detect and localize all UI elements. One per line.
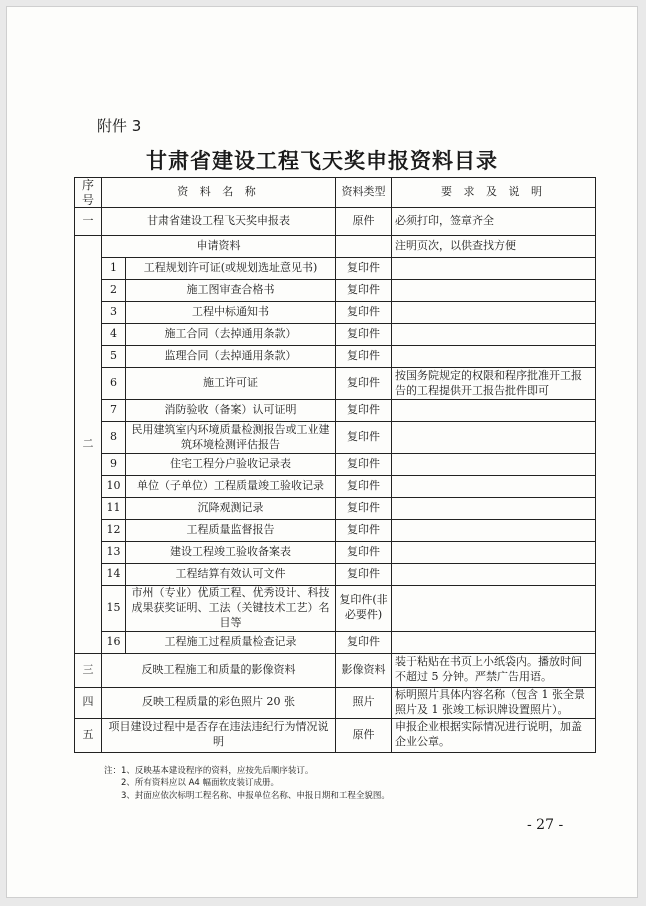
document-page [6, 6, 638, 898]
item-req [392, 280, 596, 302]
header-type: 资料类型 [336, 178, 392, 208]
item-name: 监理合同（去掉通用条款） [126, 346, 336, 368]
table-row-section-1 [75, 208, 596, 236]
item-req [392, 400, 596, 422]
item-type: 复印件 [336, 280, 392, 302]
item-req [392, 324, 596, 346]
item-type: 复印件 [336, 476, 392, 498]
item-no: 14 [102, 564, 126, 586]
item-name: 施工合同（去掉通用条款） [126, 324, 336, 346]
item-name: 工程结算有效认可文件 [126, 564, 336, 586]
note-line: 2、所有资料应以 A4 幅面软皮装订成册。 [104, 778, 280, 789]
item-no: 8 [102, 422, 126, 454]
item-name: 单位（子单位）工程质量竣工验收记录 [126, 476, 336, 498]
item-type: 复印件(非必要件) [336, 586, 392, 632]
item-type: 复印件 [336, 631, 392, 653]
table-row-section-2-heading [75, 236, 596, 258]
header-req: 要 求 及 说 明 [392, 178, 596, 208]
item-req [392, 454, 596, 476]
table-row [75, 542, 596, 564]
item-type: 复印件 [336, 368, 392, 400]
item-type: 复印件 [336, 258, 392, 280]
item-no: 5 [102, 346, 126, 368]
table-row [75, 476, 596, 498]
item-name: 民用建筑室内环境质量检测报告或工业建筑环境检测评估报告 [126, 422, 336, 454]
table-row [75, 258, 596, 280]
table-row [75, 586, 596, 632]
notes [104, 765, 390, 802]
header-seq: 序号 [75, 178, 102, 208]
item-req [392, 631, 596, 653]
item-no: 13 [102, 542, 126, 564]
item-no: 2 [102, 280, 126, 302]
item-type: 影像资料 [336, 653, 392, 687]
item-name: 市州（专业）优质工程、优秀设计、科技成果获奖证明、工法（关键技术工艺）名目等 [126, 586, 336, 632]
section-seq: 一 [75, 208, 102, 236]
item-type: 复印件 [336, 498, 392, 520]
item-name: 沉降观测记录 [126, 498, 336, 520]
header-name: 资 料 名 称 [102, 178, 336, 208]
item-type: 复印件 [336, 346, 392, 368]
item-req [392, 422, 596, 454]
item-name: 工程施工过程质量检查记录 [126, 631, 336, 653]
table-row [75, 302, 596, 324]
table-row [75, 454, 596, 476]
item-no: 6 [102, 368, 126, 400]
item-req [392, 520, 596, 542]
item-name: 施工图审查合格书 [126, 280, 336, 302]
item-type: 复印件 [336, 454, 392, 476]
item-req: 注明页次，以供查找方便 [392, 236, 596, 258]
table-row-section-3 [75, 653, 596, 687]
note-line: 注：1、反映基本建设程序的资料，应按先后顺序装订。 [104, 766, 314, 776]
item-name: 甘肃省建设工程飞天奖申报表 [102, 208, 336, 236]
table-row [75, 631, 596, 653]
table-row [75, 324, 596, 346]
table-row [75, 564, 596, 586]
item-name: 反映工程施工和质量的影像资料 [102, 653, 336, 687]
item-name: 消防验收（备案）认可证明 [126, 400, 336, 422]
item-no: 12 [102, 520, 126, 542]
item-type: 复印件 [336, 542, 392, 564]
item-type: 复印件 [336, 302, 392, 324]
item-type: 复印件 [336, 564, 392, 586]
item-no: 11 [102, 498, 126, 520]
item-req [392, 476, 596, 498]
item-no: 15 [102, 586, 126, 632]
item-name: 施工许可证 [126, 368, 336, 400]
item-req [392, 542, 596, 564]
section-seq: 二 [75, 236, 102, 654]
note-line: 3、封面应依次标明工程名称、申报单位名称、申报日期和工程全貌图。 [104, 790, 390, 801]
item-type: 原件 [336, 208, 392, 236]
item-req [392, 498, 596, 520]
item-no: 16 [102, 631, 126, 653]
item-name: 项目建设过程中是否存在违法违纪行为情况说明 [102, 718, 336, 752]
section-seq: 四 [75, 687, 102, 718]
item-req: 装于粘贴在书页上小纸袋内。播放时间不超过 5 分钟。严禁广告用语。 [392, 653, 596, 687]
item-no: 1 [102, 258, 126, 280]
item-no: 10 [102, 476, 126, 498]
item-req [392, 564, 596, 586]
item-no: 3 [102, 302, 126, 324]
table-row [75, 520, 596, 542]
table-row-section-4 [75, 687, 596, 718]
item-no: 9 [102, 454, 126, 476]
item-req: 标明照片具体内容名称（包含 1 张全景照片及 1 张竣工标识牌设置照片）。 [392, 687, 596, 718]
item-type: 复印件 [336, 520, 392, 542]
item-req [392, 346, 596, 368]
item-type: 复印件 [336, 324, 392, 346]
item-req [392, 586, 596, 632]
table-row [75, 280, 596, 302]
attachment-label: 附件 3 [97, 117, 142, 135]
item-req [392, 258, 596, 280]
item-type: 原件 [336, 718, 392, 752]
page-number: - 27 - [527, 817, 564, 833]
item-name: 工程质量监督报告 [126, 520, 336, 542]
item-name: 申请资料 [102, 236, 336, 258]
item-no: 4 [102, 324, 126, 346]
item-type: 照片 [336, 687, 392, 718]
item-name: 工程中标通知书 [126, 302, 336, 324]
item-name: 反映工程质量的彩色照片 20 张 [102, 687, 336, 718]
table-row [75, 422, 596, 454]
section-seq: 五 [75, 718, 102, 752]
table-row [75, 368, 596, 400]
document-title: 甘肃省建设工程飞天奖申报资料目录 [146, 148, 498, 173]
item-type: 复印件 [336, 422, 392, 454]
section-seq: 三 [75, 653, 102, 687]
table-row-section-5 [75, 718, 596, 752]
item-req [392, 302, 596, 324]
item-type: 复印件 [336, 400, 392, 422]
item-name: 住宅工程分户验收记录表 [126, 454, 336, 476]
item-no: 7 [102, 400, 126, 422]
item-req: 必须打印，签章齐全 [392, 208, 596, 236]
item-req: 按国务院规定的权限和程序批准开工报告的工程提供开工报告批件即可 [392, 368, 596, 400]
table-row [75, 400, 596, 422]
table-row [75, 498, 596, 520]
item-name: 工程规划许可证(或规划选址意见书) [126, 258, 336, 280]
table-header-row [75, 178, 596, 208]
table-row [75, 346, 596, 368]
item-req: 申报企业根据实际情况进行说明，加盖企业公章。 [392, 718, 596, 752]
item-type [336, 236, 392, 258]
item-name: 建设工程竣工验收备案表 [126, 542, 336, 564]
catalog-table [74, 177, 596, 753]
